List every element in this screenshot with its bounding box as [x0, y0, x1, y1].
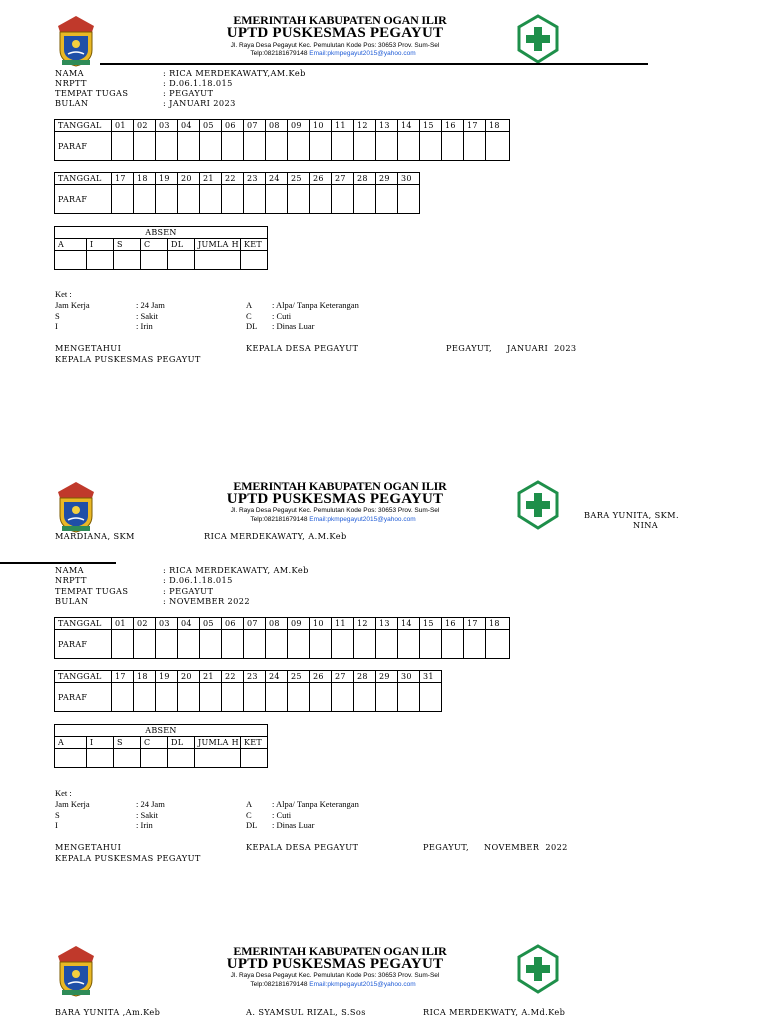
header-contact: [250, 516, 415, 523]
paraf-cell[interactable]: [288, 630, 310, 659]
paraf-cell[interactable]: [244, 683, 266, 712]
day-cell: 10: [310, 120, 332, 132]
kepala-desa-label: KEPALA DESA PEGAYUT: [246, 842, 359, 852]
day-cell: 08: [266, 120, 288, 132]
day-cell: 03: [156, 120, 178, 132]
regency-crest-icon: [54, 480, 98, 534]
legend-value: : Alpa/ Tanpa Keterangan: [272, 300, 359, 310]
value-nrptt: : D.06.1.18.015: [163, 575, 233, 585]
legend-key: A: [246, 300, 253, 310]
day-cell: 11: [332, 618, 354, 630]
day-cell: 21: [200, 671, 222, 683]
paraf-cell[interactable]: [376, 630, 398, 659]
paraf-cell[interactable]: [266, 630, 288, 659]
paraf-cell[interactable]: [420, 683, 442, 712]
signature-name-left: MARDIANA, SKM: [55, 531, 135, 541]
header-rule: [0, 562, 116, 564]
absen-cell[interactable]: [114, 251, 141, 270]
header-contact: [250, 50, 415, 57]
paraf-cell[interactable]: [310, 630, 332, 659]
day-cell: 17: [112, 173, 134, 185]
ket-label: Ket :: [55, 788, 72, 798]
attendance-table-days-1-18: [54, 119, 510, 161]
attendance-table-days-17-30: [54, 172, 420, 214]
paraf-cell[interactable]: [266, 683, 288, 712]
legend-key: Jam Kerja: [55, 799, 90, 809]
legend-value: : Dinas Luar: [272, 820, 315, 830]
absen-col-a: A: [55, 239, 87, 251]
day-cell: 31: [420, 671, 442, 683]
paraf-cell[interactable]: [200, 185, 222, 214]
legend-key: S: [55, 810, 60, 820]
paraf-cell[interactable]: [442, 132, 464, 161]
label-nrptt: NRPTT: [55, 78, 87, 88]
paraf-cell[interactable]: [222, 185, 244, 214]
paraf-cell[interactable]: [398, 132, 420, 161]
puskesmas-logo-icon: [516, 480, 560, 530]
day-cell: 04: [178, 618, 200, 630]
day-cell: 18: [486, 120, 510, 132]
paraf-cell[interactable]: [200, 683, 222, 712]
paraf-cell[interactable]: [310, 132, 332, 161]
day-cell: 22: [222, 671, 244, 683]
paraf-cell[interactable]: [134, 630, 156, 659]
day-cell: 13: [376, 618, 398, 630]
header-contact: [250, 981, 415, 988]
paraf-cell[interactable]: [486, 630, 510, 659]
day-cell: 02: [134, 120, 156, 132]
signature-name-left: BARA YUNITA ,Am.Keb: [55, 1007, 161, 1017]
paraf-cell[interactable]: [288, 683, 310, 712]
table-label-paraf: PARAF: [55, 132, 112, 161]
paraf-cell[interactable]: [156, 132, 178, 161]
header-title-line1: EMERINTAH KABUPATEN OGAN ILIR: [233, 479, 447, 493]
paraf-cell[interactable]: [200, 132, 222, 161]
label-nama: NAMA: [55, 565, 84, 575]
day-cell: 10: [310, 618, 332, 630]
legend-value: : Irin: [136, 820, 153, 830]
paraf-cell[interactable]: [178, 683, 200, 712]
day-cell: 17: [464, 120, 486, 132]
paraf-cell[interactable]: [222, 132, 244, 161]
paraf-cell[interactable]: [376, 132, 398, 161]
day-cell: 16: [442, 618, 464, 630]
paraf-cell[interactable]: [156, 630, 178, 659]
day-cell: 01: [112, 618, 134, 630]
table-header-tanggal: TANGGAL: [55, 173, 112, 185]
paraf-cell[interactable]: [376, 683, 398, 712]
paraf-cell[interactable]: [156, 185, 178, 214]
paraf-cell[interactable]: [354, 683, 376, 712]
table-header-tanggal: TANGGAL: [55, 671, 112, 683]
day-cell: 30: [398, 671, 420, 683]
paraf-cell[interactable]: [156, 683, 178, 712]
legend-key: A: [246, 799, 253, 809]
paraf-cell[interactable]: [244, 630, 266, 659]
day-cell: 21: [200, 173, 222, 185]
day-cell: 07: [244, 120, 266, 132]
day-cell: 06: [222, 120, 244, 132]
label-nrptt: NRPTT: [55, 575, 87, 585]
paraf-cell[interactable]: [420, 630, 442, 659]
kepala-desa-label: KEPALA DESA PEGAYUT: [246, 343, 359, 353]
day-cell: 05: [200, 618, 222, 630]
absen-cell[interactable]: [241, 251, 268, 270]
day-cell: 24: [266, 671, 288, 683]
paraf-cell[interactable]: [244, 185, 266, 214]
header-title-line2: UPTD PUSKESMAS PEGAYUT: [226, 956, 444, 972]
legend-key: C: [246, 311, 252, 321]
legend-key: I: [55, 820, 58, 830]
day-cell: 30: [398, 173, 420, 185]
puskesmas-logo-icon: [516, 944, 560, 994]
header-phone: Telp:082181679148: [250, 981, 308, 988]
day-cell: 03: [156, 618, 178, 630]
paraf-cell[interactable]: [200, 630, 222, 659]
absen-col-jumlah: JUMLA H: [195, 239, 241, 251]
day-cell: 07: [244, 618, 266, 630]
header-email-link[interactable]: Email:pkmpegayut2015@yahoo.com: [309, 50, 416, 57]
header-address: Jl. Raya Desa Pegayut Kec. Pemulutan Kode Pos: 30653 Prov. Sum-Sel: [230, 507, 440, 514]
signature-name-right: BARA YUNITA, SKM.: [584, 510, 679, 520]
legend-value: : Irin: [136, 321, 153, 331]
day-cell: 14: [398, 120, 420, 132]
day-cell: 09: [288, 618, 310, 630]
legend-key: Jam Kerja: [55, 300, 90, 310]
header-title-line1: EMERINTAH KABUPATEN OGAN ILIR: [233, 944, 447, 958]
signature-name-right: RICA MERDEKWATY, A.Md.Keb: [423, 1007, 566, 1017]
label-nama: NAMA: [55, 68, 84, 78]
legend-key: DL: [246, 321, 258, 331]
day-cell: 20: [178, 671, 200, 683]
day-cell: 23: [244, 173, 266, 185]
value-bulan: : JANUARI 2023: [163, 98, 236, 108]
header-phone: Telp:082181679148: [250, 516, 308, 523]
day-cell: 25: [288, 671, 310, 683]
absen-col-i: I: [87, 737, 114, 749]
header-email-link[interactable]: Email:pkmpegayut2015@yahoo.com: [309, 516, 416, 523]
day-cell: 12: [354, 120, 376, 132]
absen-cell[interactable]: [168, 749, 195, 768]
attendance-table-days-17-31: [54, 670, 442, 712]
absen-col-c: C: [141, 239, 168, 251]
value-bulan: : NOVEMBER 2022: [163, 596, 250, 606]
absen-col-c: C: [141, 737, 168, 749]
legend-value: : 24 Jam: [136, 799, 165, 809]
paraf-cell[interactable]: [486, 132, 510, 161]
day-cell: 18: [134, 671, 156, 683]
paraf-cell[interactable]: [332, 185, 354, 214]
legend-value: : 24 Jam: [136, 300, 165, 310]
day-cell: 20: [178, 173, 200, 185]
day-cell: 08: [266, 618, 288, 630]
value-nrptt: : D.06.1.18.015: [163, 78, 233, 88]
paraf-cell[interactable]: [310, 683, 332, 712]
regency-crest-icon: [54, 944, 98, 998]
day-cell: 13: [376, 120, 398, 132]
absen-title: ABSEN: [55, 725, 268, 737]
absen-col-dl: DL: [168, 737, 195, 749]
day-cell: 15: [420, 618, 442, 630]
legend-key: C: [246, 810, 252, 820]
paraf-cell[interactable]: [112, 683, 134, 712]
absen-cell[interactable]: [55, 749, 87, 768]
absen-cell[interactable]: [195, 749, 241, 768]
paraf-cell[interactable]: [134, 683, 156, 712]
table-label-paraf: PARAF: [55, 185, 112, 214]
absen-col-i: I: [87, 239, 114, 251]
header-title-line2: UPTD PUSKESMAS PEGAYUT: [226, 491, 444, 507]
mengetahui-label: MENGETAHUI: [55, 842, 122, 852]
value-tempat-tugas: : PEGAYUT: [163, 586, 214, 596]
day-cell: 05: [200, 120, 222, 132]
day-cell: 01: [112, 120, 134, 132]
signature-name-mid: A. SYAMSUL RIZAL, S.Sos: [246, 1007, 366, 1017]
day-cell: 24: [266, 173, 288, 185]
header-address: Jl. Raya Desa Pegayut Kec. Pemulutan Kode Pos: 30653 Prov. Sum-Sel: [230, 42, 440, 49]
day-cell: 09: [288, 120, 310, 132]
value-tempat-tugas: : PEGAYUT: [163, 88, 214, 98]
day-cell: 28: [354, 671, 376, 683]
absen-col-a: A: [55, 737, 87, 749]
absen-cell[interactable]: [168, 251, 195, 270]
label-bulan: BULAN: [55, 596, 89, 606]
day-cell: 26: [310, 671, 332, 683]
day-cell: 22: [222, 173, 244, 185]
paraf-cell[interactable]: [178, 630, 200, 659]
table-header-tanggal: TANGGAL: [55, 120, 112, 132]
header-title-line2: UPTD PUSKESMAS PEGAYUT: [226, 25, 444, 41]
day-cell: 14: [398, 618, 420, 630]
absen-col-s: S: [114, 239, 141, 251]
legend-key: S: [55, 311, 60, 321]
day-cell: 17: [112, 671, 134, 683]
legend-value: : Alpa/ Tanpa Keterangan: [272, 799, 359, 809]
mengetahui-label: MENGETAHUI: [55, 343, 122, 353]
label-tempat-tugas: TEMPAT TUGAS: [55, 586, 129, 596]
day-cell: 29: [376, 173, 398, 185]
day-cell: 11: [332, 120, 354, 132]
paraf-cell[interactable]: [134, 132, 156, 161]
absen-table: [54, 226, 268, 270]
paraf-cell[interactable]: [354, 132, 376, 161]
value-nama: : RICA MERDEKAWATY, AM.Keb: [163, 565, 309, 575]
label-tempat-tugas: TEMPAT TUGAS: [55, 88, 129, 98]
day-cell: 27: [332, 671, 354, 683]
header-phone: Telp:082181679148: [250, 50, 308, 57]
paraf-cell[interactable]: [398, 630, 420, 659]
paraf-cell[interactable]: [398, 185, 420, 214]
absen-col-ket: KET: [241, 737, 268, 749]
paraf-cell[interactable]: [178, 132, 200, 161]
attendance-table-days-1-18: [54, 617, 510, 659]
paraf-cell[interactable]: [288, 132, 310, 161]
day-cell: 19: [156, 173, 178, 185]
table-header-tanggal: TANGGAL: [55, 618, 112, 630]
legend-value: : Cuti: [272, 311, 292, 321]
legend-value: : Sakit: [136, 311, 158, 321]
puskesmas-logo-icon: [516, 14, 560, 64]
paraf-cell[interactable]: [310, 185, 332, 214]
signature-sub-right: NINA: [633, 520, 659, 530]
place-date: PEGAYUT, JANUARI 2023: [446, 343, 577, 353]
day-cell: 18: [134, 173, 156, 185]
table-label-paraf: PARAF: [55, 630, 112, 659]
ket-label: Ket :: [55, 289, 72, 299]
label-bulan: BULAN: [55, 98, 89, 108]
header-email-link[interactable]: Email:pkmpegayut2015@yahoo.com: [309, 981, 416, 988]
paraf-cell[interactable]: [134, 185, 156, 214]
paraf-cell[interactable]: [398, 683, 420, 712]
signature-name-mid: RICA MERDEKAWATY, A.M.Keb: [204, 531, 347, 541]
absen-title: ABSEN: [55, 227, 268, 239]
paraf-cell[interactable]: [464, 630, 486, 659]
day-cell: 23: [244, 671, 266, 683]
paraf-cell[interactable]: [332, 132, 354, 161]
absen-col-s: S: [114, 737, 141, 749]
header-rule: [100, 63, 648, 65]
paraf-cell[interactable]: [442, 630, 464, 659]
paraf-cell[interactable]: [112, 630, 134, 659]
legend-value: : Dinas Luar: [272, 321, 315, 331]
header-address: Jl. Raya Desa Pegayut Kec. Pemulutan Kode Pos: 30653 Prov. Sum-Sel: [230, 972, 440, 979]
absen-cell[interactable]: [195, 251, 241, 270]
header-title-line1: EMERINTAH KABUPATEN OGAN ILIR: [233, 13, 447, 27]
legend-value: : Cuti: [272, 810, 292, 820]
paraf-cell[interactable]: [222, 683, 244, 712]
absen-cell[interactable]: [241, 749, 268, 768]
absen-cell[interactable]: [55, 251, 87, 270]
absen-col-dl: DL: [168, 239, 195, 251]
legend-key: DL: [246, 820, 258, 830]
paraf-cell[interactable]: [376, 185, 398, 214]
day-cell: 29: [376, 671, 398, 683]
day-cell: 25: [288, 173, 310, 185]
paraf-cell[interactable]: [178, 185, 200, 214]
absen-cell[interactable]: [141, 251, 168, 270]
value-nama: : RICA MERDEKAWATY,AM.Keb: [163, 68, 306, 78]
regency-crest-icon: [54, 14, 98, 68]
absen-cell[interactable]: [87, 749, 114, 768]
paraf-cell[interactable]: [266, 132, 288, 161]
paraf-cell[interactable]: [354, 185, 376, 214]
paraf-cell[interactable]: [332, 683, 354, 712]
paraf-cell[interactable]: [112, 132, 134, 161]
day-cell: 27: [332, 173, 354, 185]
kepala-puskesmas-label: KEPALA PUSKESMAS PEGAYUT: [55, 354, 201, 364]
absen-col-ket: KET: [241, 239, 268, 251]
paraf-cell[interactable]: [420, 132, 442, 161]
paraf-cell[interactable]: [266, 185, 288, 214]
legend-value: : Sakit: [136, 810, 158, 820]
paraf-cell[interactable]: [354, 630, 376, 659]
day-cell: 16: [442, 120, 464, 132]
paraf-cell[interactable]: [464, 132, 486, 161]
absen-cell[interactable]: [114, 749, 141, 768]
kepala-puskesmas-label: KEPALA PUSKESMAS PEGAYUT: [55, 853, 201, 863]
absen-cell[interactable]: [141, 749, 168, 768]
absen-col-jumlah: JUMLA H: [195, 737, 241, 749]
paraf-cell[interactable]: [222, 630, 244, 659]
day-cell: 28: [354, 173, 376, 185]
paraf-cell[interactable]: [288, 185, 310, 214]
place-date: PEGAYUT, NOVEMBER 2022: [423, 842, 568, 852]
absen-cell[interactable]: [87, 251, 114, 270]
day-cell: 18: [486, 618, 510, 630]
day-cell: 04: [178, 120, 200, 132]
absen-table: [54, 724, 268, 768]
paraf-cell[interactable]: [112, 185, 134, 214]
day-cell: 19: [156, 671, 178, 683]
day-cell: 06: [222, 618, 244, 630]
day-cell: 26: [310, 173, 332, 185]
day-cell: 15: [420, 120, 442, 132]
paraf-cell[interactable]: [332, 630, 354, 659]
table-label-paraf: PARAF: [55, 683, 112, 712]
day-cell: 12: [354, 618, 376, 630]
paraf-cell[interactable]: [244, 132, 266, 161]
day-cell: 17: [464, 618, 486, 630]
legend-key: I: [55, 321, 58, 331]
day-cell: 02: [134, 618, 156, 630]
